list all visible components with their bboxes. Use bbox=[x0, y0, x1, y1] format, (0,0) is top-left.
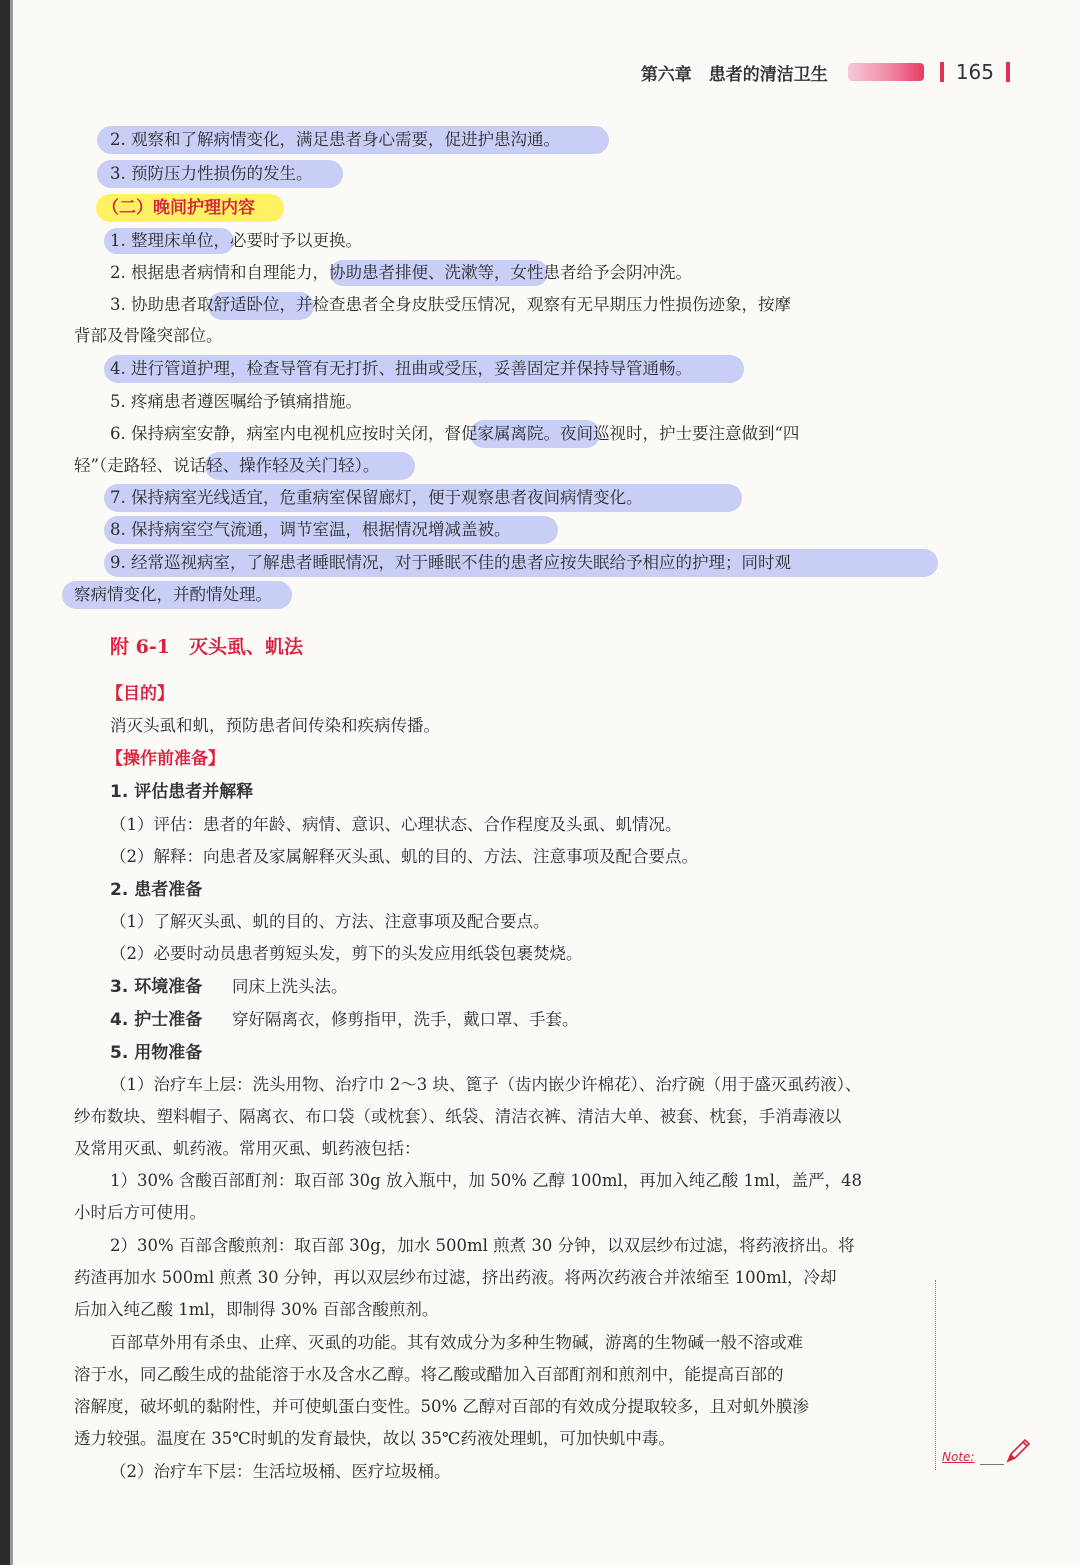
step-heading: 5. 用物准备 bbox=[110, 1043, 203, 1063]
text-line: 同床上洗头法。 bbox=[232, 977, 348, 996]
text-line: 小时后方可使用。 bbox=[74, 1203, 206, 1222]
step-heading: 3. 环境准备 bbox=[110, 977, 203, 997]
text-line: 4. 进行管道护理，检查导管有无打折、扭曲或受压，妥善固定并保持导管通畅。 bbox=[110, 359, 692, 378]
step-heading: 4. 护士准备 bbox=[110, 1010, 203, 1030]
text-line: 1）30% 含酸百部酊剂：取百部 30g 放入瓶中，加 50% 乙醇 100ml，再加入纯乙酸 1ml，盖严，48 bbox=[110, 1171, 862, 1190]
text-line: （1）评估：患者的年龄、病情、意识、心理状态、合作程度及头虱、虮情况。 bbox=[110, 815, 682, 834]
text-line: 纱布数块、塑料帽子、隔离衣、布口袋（或枕套）、纸袋、清洁衣裤、清洁大单、被套、枕套，手消毒液以 bbox=[74, 1107, 842, 1126]
running-header bbox=[641, 58, 1010, 86]
text-line: 背部及骨隆突部位。 bbox=[74, 326, 223, 345]
text-line: 2）30% 百部含酸煎剂：取百部 30g，加水 500ml 煎煮 30 分钟，以双层纱布过滤，将药液挤出。将 bbox=[110, 1236, 855, 1255]
text-line: 穿好隔离衣，修剪指甲，洗手，戴口罩、手套。 bbox=[232, 1010, 579, 1029]
subsection-heading: （二）晚间护理内容 bbox=[102, 198, 255, 218]
text-line: 百部草外用有杀虫、止痒、灭虱的功能。其有效成分为多种生物碱，游离的生物碱一般不溶或难 bbox=[110, 1333, 803, 1352]
step-heading: 2. 患者准备 bbox=[110, 880, 203, 900]
appendix-title: 附 6-1 灭头虱、虮法 bbox=[110, 636, 303, 658]
text-line: （2）必要时动员患者剪短头发，剪下的头发应用纸袋包裹焚烧。 bbox=[110, 944, 583, 963]
note-underline bbox=[980, 1464, 1004, 1465]
text-line: 8. 保持病室空气流通，调节室温，根据情况增减盖被。 bbox=[110, 520, 511, 539]
chapter-title: 第六章 患者的清洁卫生 bbox=[640, 64, 828, 85]
text-line: （2）解释：向患者及家属解释灭头虱、虮的目的、方法、注意事项及配合要点。 bbox=[110, 847, 698, 866]
text-line: 及常用灭虱、虮药液。常用灭虱、虮药液包括： bbox=[74, 1139, 421, 1158]
page-number: 165 bbox=[955, 60, 994, 84]
text-line: 2. 根据患者病情和自理能力，协助患者排便、洗漱等，女性患者给予会阴冲洗。 bbox=[110, 263, 692, 282]
pencil-icon bbox=[1003, 1436, 1033, 1466]
text-line: 后加入纯乙酸 1ml，即制得 30% 百部含酸煎剂。 bbox=[74, 1300, 439, 1319]
text-line: 3. 协助患者取舒适卧位，并检查患者全身皮肤受压情况，观察有无早期压力性损伤迹象，按摩 bbox=[110, 295, 791, 314]
text-line: 6. 保持病室安静，病室内电视机应按时关闭，督促家属离院。夜间巡视时，护士要注意做到“四 bbox=[110, 424, 800, 443]
text-line: 9. 经常巡视病室，了解患者睡眠情况，对于睡眠不佳的患者应按失眠给予相应的护理；同时观 bbox=[110, 553, 791, 572]
text-line: 2. 观察和了解病情变化，满足患者身心需要，促进护患沟通。 bbox=[110, 130, 560, 149]
text-line: 1. 整理床单位，必要时予以更换。 bbox=[110, 231, 362, 250]
text-line: 溶解度，破坏虮的黏附性，并可使虮蛋白变性。50% 乙醇对百部的有效成分提取较多，且对虮外膜渗 bbox=[74, 1397, 809, 1416]
section-label-purpose: 【目的】 bbox=[106, 684, 174, 704]
step-heading: 1. 评估患者并解释 bbox=[110, 782, 254, 802]
text-line: 5. 疼痛患者遵医嘱给予镇痛措施。 bbox=[110, 392, 362, 411]
text-line: 察病情变化，并酌情处理。 bbox=[74, 585, 272, 604]
text-line: （2）治疗车下层：生活垃圾桶、医疗垃圾桶。 bbox=[110, 1462, 451, 1481]
text-line: 溶于水，同乙酸生成的盐能溶于水及含水乙醇。将乙酸或醋加入百部酊剂和煎剂中，能提高百部的 bbox=[74, 1365, 784, 1384]
header-decoration bbox=[848, 63, 924, 81]
text-line: （1）了解灭头虱、虮的目的、方法、注意事项及配合要点。 bbox=[110, 912, 550, 931]
book-spine-edge bbox=[10, 0, 13, 1565]
header-separator-right bbox=[1006, 62, 1010, 82]
text-line: 7. 保持病室光线适宜，危重病室保留廊灯，便于观察患者夜间病情变化。 bbox=[110, 488, 643, 507]
text-line: 药渣再加水 500ml 煎煮 30 分钟，再以双层纱布过滤，挤出药液。将两次药液合并浓缩至 100ml，冷却 bbox=[74, 1268, 837, 1287]
text-line: （1）治疗车上层：洗头用物、治疗巾 2～3 块、篦子（齿内嵌少许棉花）、治疗碗（用于盛灭虱药液）、 bbox=[110, 1075, 862, 1094]
text-line: 轻”（走路轻、说话轻、操作轻及关门轻）。 bbox=[74, 456, 380, 475]
section-label-preparation: 【操作前准备】 bbox=[106, 749, 225, 769]
book-spine bbox=[0, 0, 10, 1565]
header-separator bbox=[940, 62, 944, 82]
note-label: Note: bbox=[942, 1450, 975, 1464]
text-line: 消灭头虱和虮，预防患者间传染和疾病传播。 bbox=[110, 716, 440, 735]
text-line: 3. 预防压力性损伤的发生。 bbox=[110, 164, 313, 183]
margin-divider bbox=[935, 1280, 936, 1470]
text-line: 透力较强。温度在 35℃时虮的发育最快，故以 35℃药液处理虮，可加快虮中毒。 bbox=[74, 1429, 675, 1448]
